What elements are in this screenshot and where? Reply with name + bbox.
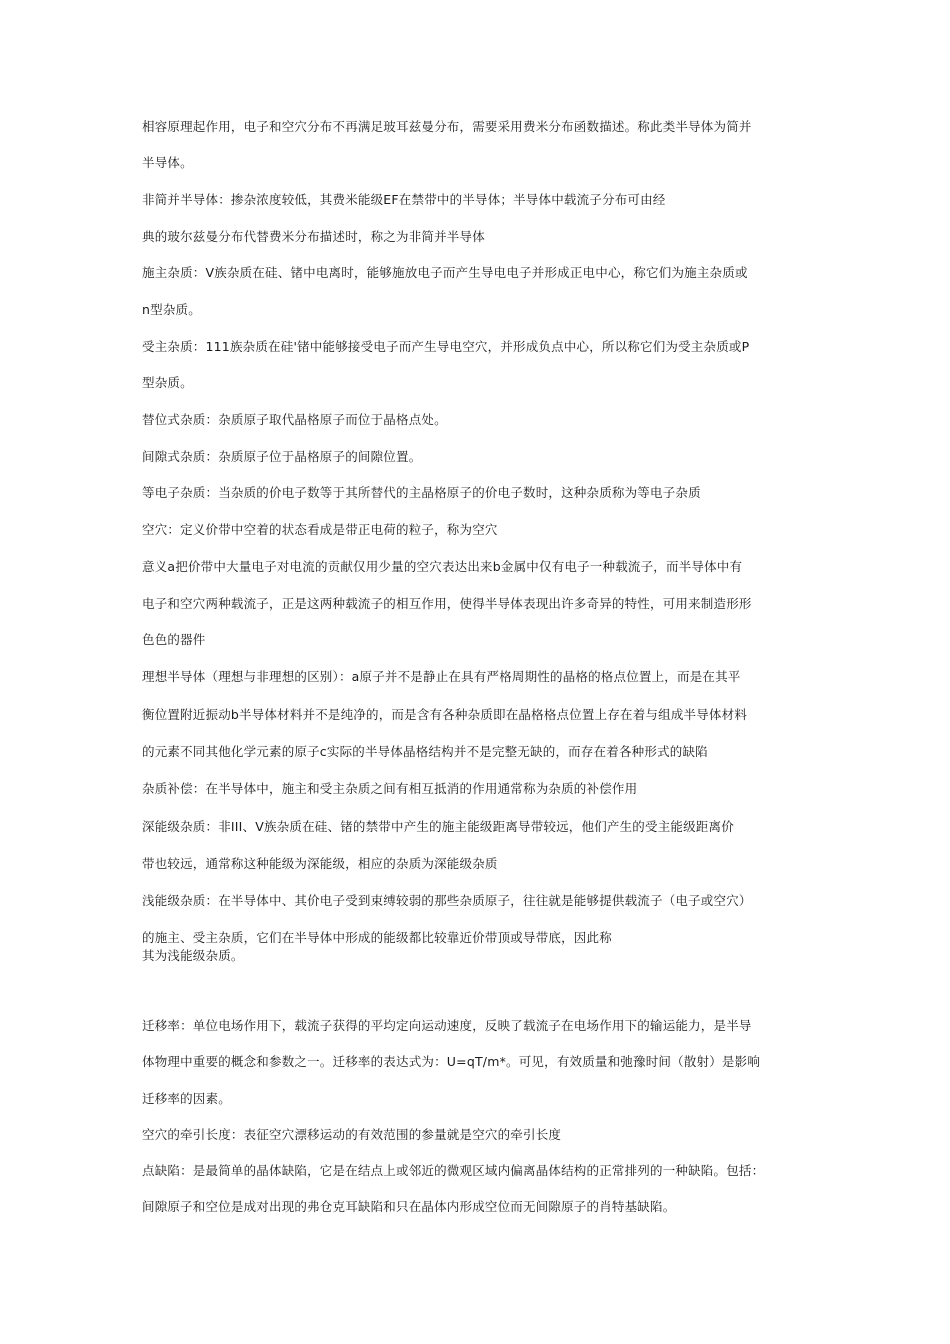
text-line: 等电子杂质：当杂质的价电子数等于其所替代的主晶格原子的价电子数时，这种杂质称为等电子杂质 <box>142 485 701 500</box>
text-line: 杂质补偿：在半导体中，施主和受主杂质之间有相互抵消的作用通常称为杂质的补偿作用 <box>142 781 638 796</box>
text-line: 的施主、受主杂质，它们在半导体中形成的能级都比较靠近价带顶或导带底，因此称 <box>142 930 612 945</box>
text-line: 体物理中重要的概念和参数之一。迁移率的表达式为：U=qT/m*。可见，有效质量和弛豫时间（散射）是影响 <box>142 1054 761 1069</box>
text-line: 受主杂质：111族杂质在硅'锗中能够接受电子而产生导电空穴，并形成负点中心，所以称它们为受主杂质或P <box>142 339 750 354</box>
text-line: 相容原理起作用，电子和空穴分布不再满足玻耳兹曼分布，需要采用费米分布函数描述。称此类半导体为简并 <box>142 119 752 134</box>
text-line: 理想半导体（理想与非理想的区别）：a原子并不是静止在具有严格周期性的晶格的格点位置上，而是在其平 <box>142 669 741 684</box>
text-line: 带也较远，通常称这种能级为深能级，相应的杂质为深能级杂质 <box>142 856 498 871</box>
text-line: 施主杂质：V族杂质在硅、锗中电离时，能够施放电子而产生导电电子并形成正电中心，称它们为施主杂质或 <box>142 265 748 280</box>
text-line: 空穴：定义价带中空着的状态看成是带正电荷的粒子，称为空穴 <box>142 522 498 537</box>
text-line: 替位式杂质：杂质原子取代晶格原子而位于晶格点处。 <box>142 412 447 427</box>
text-line: 其为浅能级杂质。 <box>142 948 244 963</box>
text-line: 电子和空穴两种载流子，正是这两种载流子的相互作用，使得半导体表现出许多奇异的特性，可用来制造形形 <box>142 596 752 611</box>
text-line: 意义a把价带中大量电子对电流的贡献仅用少量的空穴表达出来b金属中仅有电子一种载流子，而半导体中有 <box>142 559 743 574</box>
text-line: n型杂质。 <box>142 302 201 317</box>
text-line: 色色的器件 <box>142 632 206 647</box>
text-line: 点缺陷：是最简单的晶体缺陷，它是在结点上或邻近的微观区域内偏离晶体结构的正常排列的一种缺陷。包括： <box>142 1163 765 1178</box>
text-line: 典的玻尔兹曼分布代替费米分布描述时，称之为非简并半导体 <box>142 229 485 244</box>
text-line: 半导体。 <box>142 155 193 170</box>
text-line: 间隙式杂质：杂质原子位于晶格原子的间隙位置。 <box>142 449 422 464</box>
text-line: 非简并半导体：掺杂浓度较低，其费米能级EF在禁带中的半导体；半导体中载流子分布可由经 <box>142 192 666 207</box>
text-line: 迁移率的因素。 <box>142 1091 231 1106</box>
text-line: 深能级杂质：非III、V族杂质在硅、锗的禁带中产生的施主能级距离导带较远，他们产生的受主能级距离价 <box>142 819 734 834</box>
text-line: 的元素不同其他化学元素的原子c实际的半导体晶格结构并不是完整无缺的，而存在着各种形式的缺陷 <box>142 744 708 759</box>
text-line: 型杂质。 <box>142 375 193 390</box>
text-line: 衡位置附近振动b半导体材料并不是纯净的，而是含有各种杂质即在晶格格点位置上存在着与组成半导体材料 <box>142 707 748 722</box>
text-line: 迁移率：单位电场作用下，载流子获得的平均定向运动速度，反映了载流子在电场作用下的输运能力，是半导 <box>142 1018 752 1033</box>
text-line: 间隙原子和空位是成对出现的弗仓克耳缺陷和只在晶体内形成空位而无间隙原子的肖特基缺陷。 <box>142 1199 676 1214</box>
text-line: 空穴的牵引长度：表征空穴漂移运动的有效范围的参量就是空穴的牵引长度 <box>142 1127 562 1142</box>
text-line: 浅能级杂质：在半导体中、其价电子受到束缚较弱的那些杂质原子，往往就是能够提供载流子（电子或空穴） <box>142 893 752 908</box>
